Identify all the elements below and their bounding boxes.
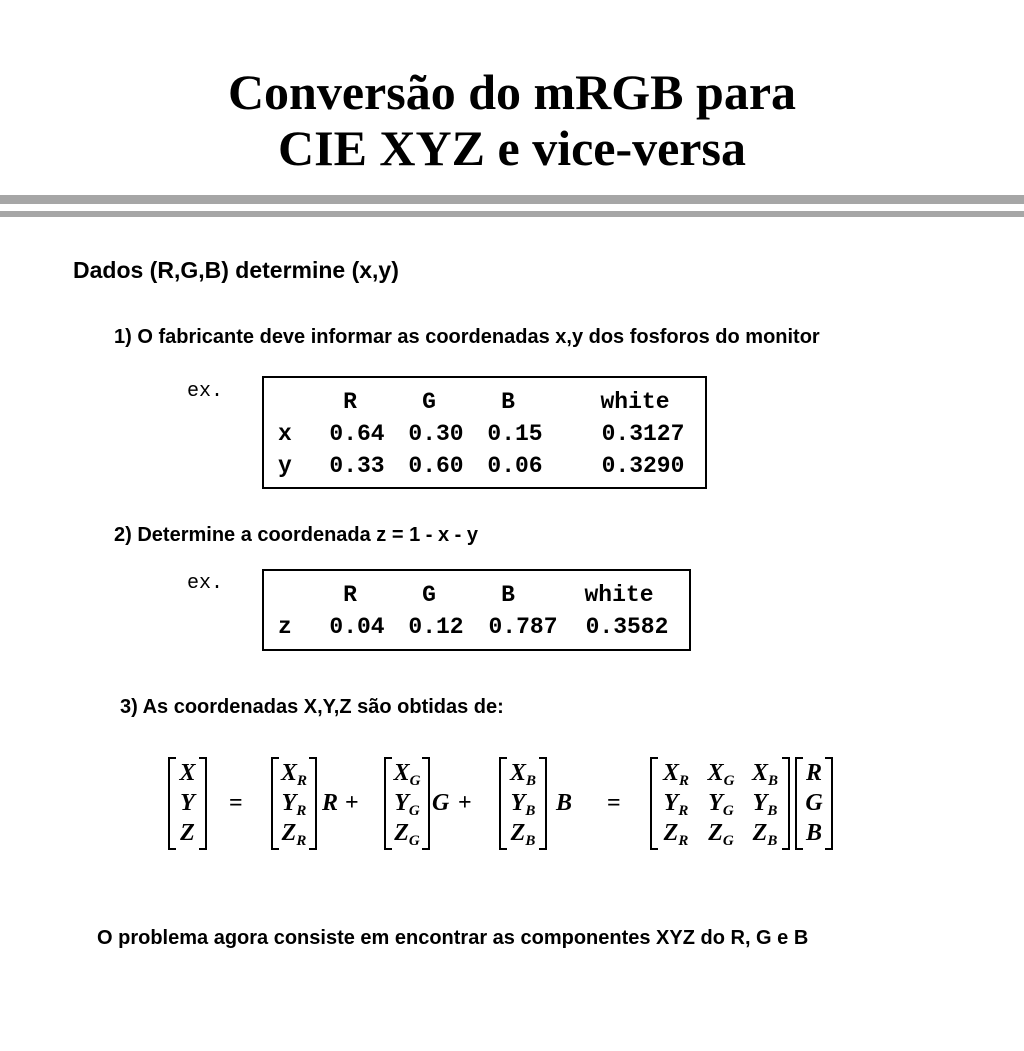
title-line-1: Conversão do mRGB para: [227, 64, 797, 120]
matrix-entry: $X_R$: [280, 760, 308, 789]
table1-row-label-y: y: [278, 453, 292, 479]
matrix-entry: $Y_G$: [394, 790, 420, 819]
table2-header-b: B: [501, 582, 515, 608]
g-column-vector: [384, 758, 430, 848]
equals-sign: =: [607, 790, 621, 816]
footer-note: O problema agora consiste em encontrar as componentes XYZ do R, G e B: [97, 927, 809, 949]
table2-cell: 0.787: [488, 614, 558, 640]
table2-cell: 0.04: [329, 614, 385, 640]
divider-rule-bottom: [0, 211, 1024, 217]
example-label-2: ex.: [187, 572, 224, 595]
matrix-entry: $Y_R$: [663, 790, 689, 819]
matrix-entry: $Z_R$: [663, 820, 689, 849]
matrix-entry: $X_G$: [707, 760, 735, 789]
table1-header-r: R: [343, 389, 357, 415]
matrix-entry: Y: [180, 790, 195, 816]
table1-header-g: G: [422, 389, 436, 415]
table1-cell: 0.64: [329, 421, 385, 447]
table1-cell: 0.3290: [601, 453, 685, 479]
divider-rule-top: [0, 195, 1024, 204]
rgb-vector: [795, 758, 833, 848]
matrix-col-b: [743, 758, 787, 848]
page-title: [0, 64, 1024, 176]
matrix-entry: R: [805, 760, 822, 786]
matrix-entry: $X_R$: [662, 760, 690, 789]
matrix-entry: Z: [180, 820, 195, 846]
coef-b: B: [556, 790, 573, 816]
step-3-text: 3) As coordenadas X,Y,Z são obtidas de:: [120, 696, 504, 718]
matrix-entry: $X_G$: [393, 760, 421, 789]
table2-row-label-z: z: [278, 614, 292, 640]
matrix-entry: $Y_G$: [708, 790, 734, 819]
matrix-entry: $Z_B$: [752, 820, 778, 849]
table1-cell: 0.15: [487, 421, 543, 447]
matrix-entry: $Y_R$: [281, 790, 307, 819]
matrix-col-g: [699, 758, 743, 848]
table1-header-b: B: [501, 389, 515, 415]
matrix-entry: $X_B$: [509, 760, 537, 789]
step-1-text: 1) O fabricante deve informar as coordenadas x,y dos fosforos do monitor: [114, 326, 820, 348]
plus-sign: +: [345, 790, 359, 816]
matrix-entry: G: [805, 790, 823, 816]
matrix-entry: $Z_G$: [394, 820, 420, 849]
r-column-vector: [271, 758, 317, 848]
equals-sign: =: [229, 790, 243, 816]
table2-header-r: R: [343, 582, 357, 608]
step-2-text: 2) Determine a coordenada z = 1 - x - y: [114, 524, 479, 546]
title-line-2: CIE XYZ e vice-versa: [278, 120, 746, 176]
matrix-entry: B: [805, 820, 822, 846]
example-label-1: ex.: [187, 380, 224, 403]
matrix-entry: $Z_B$: [510, 820, 536, 849]
coef-g: G: [432, 790, 450, 816]
matrix-entry: $Y_B$: [510, 790, 536, 819]
table1-cell: 0.60: [408, 453, 464, 479]
matrix-entry: $X_B$: [751, 760, 779, 789]
table2-header-g: G: [422, 582, 436, 608]
table1-cell: 0.33: [329, 453, 385, 479]
plus-sign: +: [458, 790, 472, 816]
matrix-col-r: [654, 758, 698, 848]
matrix-entry: $Y_B$: [752, 790, 778, 819]
table2-header-white: white: [584, 582, 654, 608]
table1-cell: 0.3127: [601, 421, 685, 447]
table2-cell: 0.3582: [585, 614, 669, 640]
phosphor-xy-table: [262, 376, 707, 489]
matrix-entry: X: [179, 760, 196, 786]
section-heading: Dados (R,G,B) determine (x,y): [73, 257, 399, 283]
table1-cell: 0.06: [487, 453, 543, 479]
table1-header-white: white: [600, 389, 670, 415]
table1-cell: 0.30: [408, 421, 464, 447]
lhs-vector: [168, 758, 207, 848]
matrix-entry: $Z_R$: [281, 820, 307, 849]
matrix-entry: $Z_G$: [708, 820, 734, 849]
z-coordinate-table: [262, 569, 691, 651]
table2-cell: 0.12: [408, 614, 464, 640]
coef-r: R: [322, 790, 339, 816]
b-column-vector: [499, 758, 547, 848]
table1-row-label-x: x: [278, 421, 292, 447]
